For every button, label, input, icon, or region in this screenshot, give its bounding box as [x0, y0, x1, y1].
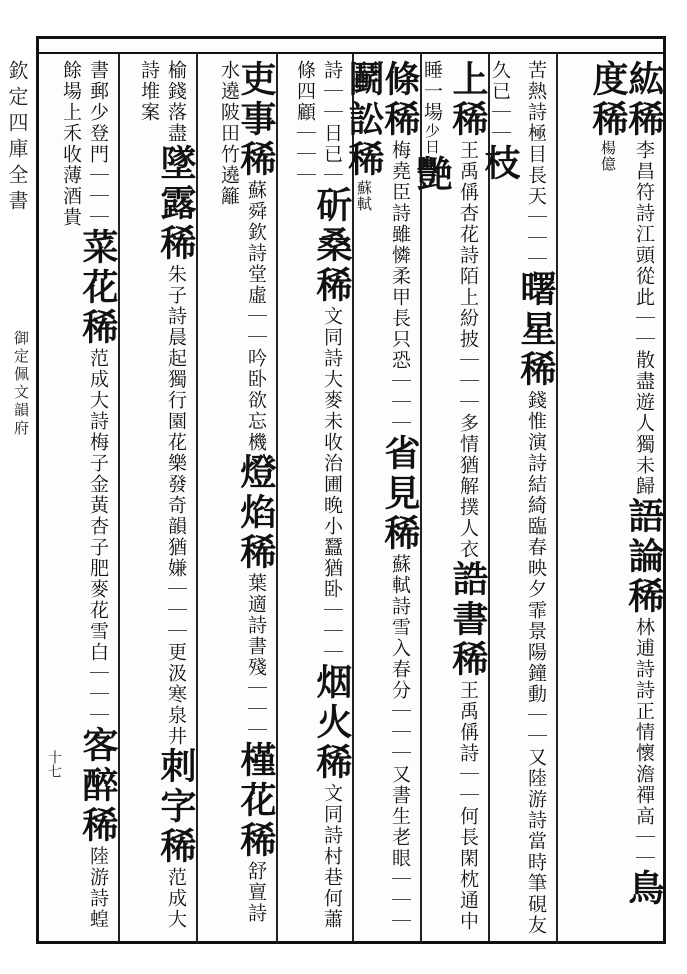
entry-text: 少日: [423, 123, 441, 155]
text-column-1: [566, 60, 665, 936]
entry-heading: 紘稀: [623, 60, 665, 140]
entry-heading: 刺字稀: [155, 747, 197, 867]
entry-heading: 菜花稀: [77, 228, 119, 348]
entry-text: 葉適詩書殘｜｜｜: [245, 573, 267, 741]
entry-text: 文同詩大麥未收治圃晚小蠶猶卧｜｜｜: [321, 306, 343, 663]
entry-text: 蘇軾: [355, 180, 373, 212]
book-title: 御定佩文韻府: [12, 330, 30, 438]
entry-text: 林逋詩詩正情懷澹禪高｜｜: [633, 617, 655, 869]
entry-heading: 墜露稀: [155, 144, 197, 264]
entry-text: 李昌符詩江頭從此｜｜散盡遊人獨未歸: [633, 140, 655, 497]
entry-heading: 條稀: [379, 60, 421, 140]
entry-heading: 語論稀: [623, 497, 665, 617]
entry-heading: 燈焰稀: [235, 453, 277, 573]
entry-heading: 曙星稀: [515, 270, 557, 390]
entry-text: 王禹偁杏花詩陌上紛披｜｜｜多情猶解撲人衣: [457, 140, 479, 560]
text-column-5: [280, 60, 353, 936]
entry-heading: 槿花稀: [235, 741, 277, 861]
entry-text: 王禹偁詩｜｜何長閑枕通中睡一場: [421, 60, 479, 932]
entry-text: 榆錢落盡: [165, 60, 187, 144]
entry-text: 梅堯臣詩雖憐柔甲長只恐｜｜｜: [389, 140, 411, 434]
entry-heading: 艷: [411, 155, 453, 195]
entry-text: 陸游詩蝗餘場上禾收薄酒貴: [60, 60, 109, 930]
entry-text: 書郵少登門｜｜｜: [87, 60, 109, 228]
entry-heading: 吏事稀: [235, 60, 277, 180]
entry-heading: 鬬訟稀: [343, 60, 385, 180]
entry-heading: 誥書稀: [447, 560, 489, 680]
entry-text: 錢惟演詩結綺臨春映夕霏景陽鐘動｜｜又陸游詩當時筆硯友久已｜｜: [489, 60, 547, 936]
entry-text: 范成大詩堆案: [138, 60, 187, 930]
entry-heading: 枝: [479, 144, 521, 184]
entry-text: 蘇舜欽詩堂虛｜｜吟卧欲忘機: [245, 180, 267, 453]
entry-text: 詩｜｜日已｜: [321, 60, 343, 186]
text-column-3: [411, 60, 489, 936]
entry-heading: 省見稀: [379, 434, 421, 554]
entry-text: 范成大詩梅子金黃杏子肥麥花雪白｜｜｜: [87, 348, 109, 726]
column-rule: [488, 54, 490, 942]
entry-heading: 斫桑稀: [311, 186, 353, 306]
entry-text: 文同詩村巷何蕭條四顧｜｜｜: [294, 60, 343, 930]
entry-text: 蘇軾詩雪入春分｜｜｜又書生老眼｜｜｜: [389, 554, 411, 932]
entry-heading: 烟火稀: [311, 663, 353, 783]
text-column-4: [343, 60, 421, 936]
entry-heading: 鳥度稀: [587, 60, 665, 909]
entry-text: 苦熱詩極目長天｜｜｜: [525, 60, 547, 270]
entry-heading: 上稀: [447, 60, 489, 140]
entry-text: 朱子詩晨起獨行園花樂發奇韻猶嫌｜｜｜更汲寒泉井: [165, 264, 187, 747]
top-rule: [36, 52, 666, 54]
entry-text: 楊億: [599, 140, 617, 172]
entry-heading: 客醉稀: [77, 726, 119, 846]
column-rule: [556, 54, 558, 942]
entry-text: 舒亶詩水遶陂田竹遶籬: [218, 60, 267, 924]
text-column-6: [200, 60, 277, 936]
edition-title: 欽定四庫全書: [5, 60, 29, 216]
page-number: 十七: [46, 750, 62, 778]
text-column-7: [122, 60, 197, 936]
text-column-8: [56, 60, 119, 936]
text-column-2: [479, 60, 557, 936]
